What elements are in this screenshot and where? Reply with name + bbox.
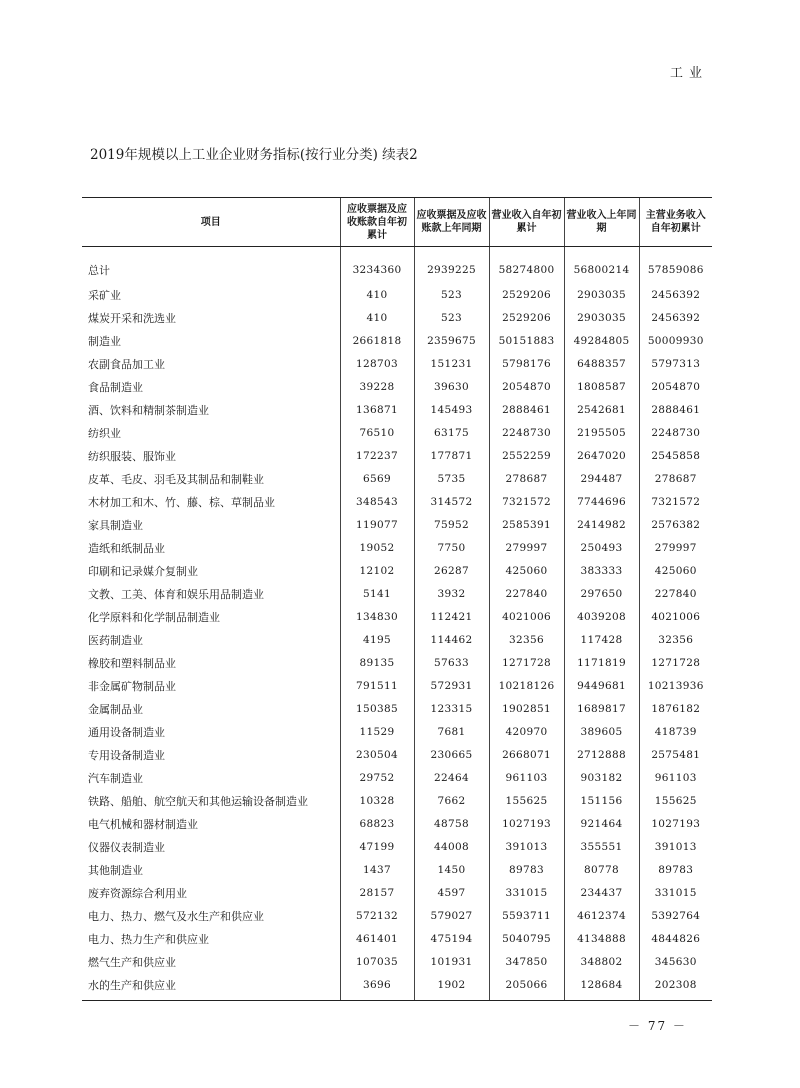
row-value-2: 101931: [414, 950, 489, 973]
row-value-5: 2888461: [639, 398, 712, 421]
section-tag: 工业: [670, 66, 709, 81]
table-row: [82, 973, 712, 1001]
row-value-2: 5735: [414, 467, 489, 490]
row-value-2: 1450: [414, 858, 489, 881]
row-value-2: 230665: [414, 743, 489, 766]
row-value-1: 410: [340, 283, 414, 306]
row-value-2: 123315: [414, 697, 489, 720]
row-value-3: 50151883: [489, 329, 564, 352]
table-row: [82, 306, 712, 329]
row-label: 橡胶和塑料制品业: [88, 656, 176, 670]
header-col-2: 应收票据及应收账款上年同期: [414, 198, 489, 247]
row-value-4: 348802: [564, 950, 639, 973]
row-value-3: 4021006: [489, 605, 564, 628]
row-label: 煤炭开采和洗选业: [88, 311, 176, 325]
row-value-4: 1689817: [564, 697, 639, 720]
table-row: [82, 789, 712, 812]
row-value-4: 383333: [564, 559, 639, 582]
row-value-1: 134830: [340, 605, 414, 628]
row-value-5: 50009930: [639, 329, 712, 352]
row-value-1: 1437: [340, 858, 414, 881]
row-value-2: 114462: [414, 628, 489, 651]
row-value-3: 5040795: [489, 927, 564, 950]
row-value-2: 75952: [414, 513, 489, 536]
row-value-4: 2195505: [564, 421, 639, 444]
row-value-3: 2668071: [489, 743, 564, 766]
row-value-2: 523: [414, 306, 489, 329]
row-value-5: 425060: [639, 559, 712, 582]
row-value-1: 230504: [340, 743, 414, 766]
table-row: [82, 720, 712, 743]
row-value-1: 3696: [340, 973, 414, 1001]
header-item: 项目: [82, 198, 340, 247]
table-row: [82, 352, 712, 375]
row-value-2: 2939225: [414, 247, 489, 284]
row-value-4: 56800214: [564, 247, 639, 284]
row-value-5: 331015: [639, 881, 712, 904]
row-label: 采矿业: [88, 288, 121, 302]
row-value-1: 12102: [340, 559, 414, 582]
row-value-2: 523: [414, 283, 489, 306]
row-value-5: 2575481: [639, 743, 712, 766]
row-value-2: 2359675: [414, 329, 489, 352]
row-value-3: 5593711: [489, 904, 564, 927]
row-value-5: 57859086: [639, 247, 712, 284]
table-row: [82, 375, 712, 398]
row-value-3: 347850: [489, 950, 564, 973]
header-col-3: 营业收入自年初累计: [489, 198, 564, 247]
table-title: 2019年规模以上工业企业财务指标(按行业分类) 续表2: [90, 147, 418, 163]
table-row: [82, 247, 712, 284]
table-row: [82, 536, 712, 559]
row-value-4: 2647020: [564, 444, 639, 467]
row-value-1: 47199: [340, 835, 414, 858]
row-value-3: 89783: [489, 858, 564, 881]
row-value-5: 418739: [639, 720, 712, 743]
table-row: [82, 927, 712, 950]
row-value-2: 572931: [414, 674, 489, 697]
header-col-1: 应收票据及应收账款自年初累计: [340, 198, 414, 247]
row-value-2: 579027: [414, 904, 489, 927]
row-value-4: 9449681: [564, 674, 639, 697]
row-value-4: 4134888: [564, 927, 639, 950]
row-value-4: 2903035: [564, 283, 639, 306]
row-value-3: 2529206: [489, 306, 564, 329]
row-value-1: 107035: [340, 950, 414, 973]
table-row: [82, 950, 712, 973]
row-value-5: 2545858: [639, 444, 712, 467]
table-row: [82, 490, 712, 513]
row-value-2: 177871: [414, 444, 489, 467]
row-value-2: 63175: [414, 421, 489, 444]
header-row: [82, 198, 712, 247]
row-value-5: 5797313: [639, 352, 712, 375]
row-value-1: 128703: [340, 352, 414, 375]
row-value-2: 4597: [414, 881, 489, 904]
row-value-3: 279997: [489, 536, 564, 559]
row-value-1: 28157: [340, 881, 414, 904]
row-value-5: 7321572: [639, 490, 712, 513]
table-row: [82, 651, 712, 674]
table-row: [82, 904, 712, 927]
row-value-2: 48758: [414, 812, 489, 835]
table-row: [82, 559, 712, 582]
row-value-3: 2585391: [489, 513, 564, 536]
row-value-5: 155625: [639, 789, 712, 812]
row-value-4: 903182: [564, 766, 639, 789]
row-label: 废弃资源综合利用业: [88, 886, 187, 900]
row-value-4: 7744696: [564, 490, 639, 513]
row-value-4: 297650: [564, 582, 639, 605]
row-value-1: 791511: [340, 674, 414, 697]
row-value-1: 172237: [340, 444, 414, 467]
row-value-4: 250493: [564, 536, 639, 559]
row-label: 纺织业: [88, 426, 121, 440]
row-value-3: 2054870: [489, 375, 564, 398]
table-row: [82, 812, 712, 835]
table-body: [82, 247, 712, 1001]
header-col-4: 营业收入上年同期: [564, 198, 639, 247]
table-row: [82, 467, 712, 490]
row-value-1: 39228: [340, 375, 414, 398]
row-value-3: 2248730: [489, 421, 564, 444]
row-label: 文教、工美、体育和娱乐用品制造业: [88, 587, 264, 601]
row-label: 印刷和记录媒介复制业: [88, 564, 198, 578]
row-value-4: 4039208: [564, 605, 639, 628]
row-value-4: 1808587: [564, 375, 639, 398]
row-value-4: 2542681: [564, 398, 639, 421]
finance-table: [82, 197, 712, 1001]
page-number: － 77 －: [628, 1019, 687, 1033]
row-value-3: 1271728: [489, 651, 564, 674]
row-label: 水的生产和供应业: [82, 973, 340, 1001]
table-row: [82, 743, 712, 766]
row-value-3: 155625: [489, 789, 564, 812]
row-label: 造纸和纸制品业: [88, 541, 165, 555]
row-value-5: 961103: [639, 766, 712, 789]
row-value-2: 475194: [414, 927, 489, 950]
finance-table-container: [82, 197, 712, 1001]
row-value-4: 2903035: [564, 306, 639, 329]
header-col-5: 主营业务收入自年初累计: [639, 198, 712, 247]
row-label: 医药制造业: [88, 633, 143, 647]
table-row: [82, 421, 712, 444]
row-value-3: 58274800: [489, 247, 564, 284]
row-value-1: 68823: [340, 812, 414, 835]
row-value-5: 10213936: [639, 674, 712, 697]
row-value-2: 7662: [414, 789, 489, 812]
row-label: 皮革、毛皮、羽毛及其制品和制鞋业: [88, 472, 264, 486]
row-value-5: 4844826: [639, 927, 712, 950]
row-value-3: 961103: [489, 766, 564, 789]
row-value-4: 234437: [564, 881, 639, 904]
row-value-2: 22464: [414, 766, 489, 789]
row-label: 其他制造业: [88, 863, 143, 877]
row-value-3: 425060: [489, 559, 564, 582]
row-value-1: 29752: [340, 766, 414, 789]
row-value-4: 2712888: [564, 743, 639, 766]
row-value-1: 136871: [340, 398, 414, 421]
row-value-3: 227840: [489, 582, 564, 605]
row-value-2: 26287: [414, 559, 489, 582]
row-value-3: 32356: [489, 628, 564, 651]
row-value-1: 19052: [340, 536, 414, 559]
row-label: 金属制品业: [88, 702, 143, 716]
table-row: [82, 628, 712, 651]
row-value-5: 391013: [639, 835, 712, 858]
row-value-5: 2456392: [639, 283, 712, 306]
row-value-2: 39630: [414, 375, 489, 398]
table-row: [82, 858, 712, 881]
row-value-4: 294487: [564, 467, 639, 490]
row-label: 电力、热力、燃气及水生产和供应业: [88, 909, 264, 923]
row-value-1: 76510: [340, 421, 414, 444]
row-value-1: 5141: [340, 582, 414, 605]
row-label: 电气机械和器材制造业: [88, 817, 198, 831]
table-row: [82, 766, 712, 789]
table-row: [82, 329, 712, 352]
row-value-2: 112421: [414, 605, 489, 628]
row-value-1: 348543: [340, 490, 414, 513]
row-value-4: 4612374: [564, 904, 639, 927]
row-value-4: 1171819: [564, 651, 639, 674]
row-value-3: 10218126: [489, 674, 564, 697]
row-value-2: 44008: [414, 835, 489, 858]
row-value-3: 278687: [489, 467, 564, 490]
row-label: 总计: [88, 264, 110, 277]
table-row: [82, 605, 712, 628]
row-label: 木材加工和木、竹、藤、棕、草制品业: [88, 495, 275, 509]
row-value-1: 461401: [340, 927, 414, 950]
row-value-2: 7750: [414, 536, 489, 559]
row-value-1: 150385: [340, 697, 414, 720]
row-label: 电力、热力生产和供应业: [88, 932, 209, 946]
row-value-5: 1271728: [639, 651, 712, 674]
row-value-1: 119077: [340, 513, 414, 536]
table-row: [82, 513, 712, 536]
row-value-1: 410: [340, 306, 414, 329]
table-row: [82, 881, 712, 904]
row-label: 农副食品加工业: [88, 357, 165, 371]
row-value-5: 1027193: [639, 812, 712, 835]
row-value-3: 7321572: [489, 490, 564, 513]
row-label: 制造业: [88, 334, 121, 348]
row-value-3: 2552259: [489, 444, 564, 467]
row-value-4: 128684: [564, 973, 639, 1001]
row-value-1: 89135: [340, 651, 414, 674]
row-value-5: 227840: [639, 582, 712, 605]
row-value-4: 389605: [564, 720, 639, 743]
row-label: 食品制造业: [88, 380, 143, 394]
row-value-1: 572132: [340, 904, 414, 927]
row-label: 燃气生产和供应业: [88, 955, 176, 969]
row-value-2: 7681: [414, 720, 489, 743]
table-row: [82, 582, 712, 605]
row-value-3: 1027193: [489, 812, 564, 835]
row-value-5: 4021006: [639, 605, 712, 628]
row-value-1: 4195: [340, 628, 414, 651]
row-label: 通用设备制造业: [88, 725, 165, 739]
row-value-5: 1876182: [639, 697, 712, 720]
table-row: [82, 697, 712, 720]
row-value-5: 2054870: [639, 375, 712, 398]
table-row: [82, 444, 712, 467]
row-value-2: 57633: [414, 651, 489, 674]
row-value-5: 279997: [639, 536, 712, 559]
row-label: 铁路、船舶、航空航天和其他运输设备制造业: [88, 794, 308, 808]
row-value-2: 314572: [414, 490, 489, 513]
row-value-3: 5798176: [489, 352, 564, 375]
table-row: [82, 674, 712, 697]
row-value-5: 89783: [639, 858, 712, 881]
row-value-1: 11529: [340, 720, 414, 743]
row-value-5: 2248730: [639, 421, 712, 444]
row-value-4: 921464: [564, 812, 639, 835]
row-value-3: 2529206: [489, 283, 564, 306]
row-value-4: 117428: [564, 628, 639, 651]
row-value-5: 345630: [639, 950, 712, 973]
table-row: [82, 398, 712, 421]
row-label: 仪器仪表制造业: [88, 840, 165, 854]
row-value-1: 6569: [340, 467, 414, 490]
row-label: 纺织服装、服饰业: [88, 449, 176, 463]
row-value-5: 32356: [639, 628, 712, 651]
row-label: 家具制造业: [88, 518, 143, 532]
row-label: 汽车制造业: [88, 771, 143, 785]
row-value-1: 3234360: [340, 247, 414, 284]
row-value-5: 278687: [639, 467, 712, 490]
row-value-1: 2661818: [340, 329, 414, 352]
row-value-3: 331015: [489, 881, 564, 904]
row-value-5: 2456392: [639, 306, 712, 329]
row-value-2: 3932: [414, 582, 489, 605]
row-label: 专用设备制造业: [88, 748, 165, 762]
row-value-3: 2888461: [489, 398, 564, 421]
row-value-2: 1902: [414, 973, 489, 1001]
row-value-4: 151156: [564, 789, 639, 812]
row-value-2: 145493: [414, 398, 489, 421]
row-value-3: 205066: [489, 973, 564, 1001]
row-value-3: 391013: [489, 835, 564, 858]
row-value-5: 5392764: [639, 904, 712, 927]
row-value-1: 10328: [340, 789, 414, 812]
row-value-4: 355551: [564, 835, 639, 858]
table-row: [82, 283, 712, 306]
row-value-4: 80778: [564, 858, 639, 881]
row-label: 非金属矿物制品业: [88, 679, 176, 693]
row-value-4: 49284805: [564, 329, 639, 352]
row-value-3: 1902851: [489, 697, 564, 720]
row-value-4: 2414982: [564, 513, 639, 536]
row-value-5: 2576382: [639, 513, 712, 536]
row-value-4: 6488357: [564, 352, 639, 375]
row-value-5: 202308: [639, 973, 712, 1001]
table-header: [82, 198, 712, 247]
row-label: 酒、饮料和精制茶制造业: [88, 403, 209, 417]
table-row: [82, 835, 712, 858]
row-label: 化学原料和化学制品制造业: [88, 610, 220, 624]
row-value-3: 420970: [489, 720, 564, 743]
row-value-2: 151231: [414, 352, 489, 375]
